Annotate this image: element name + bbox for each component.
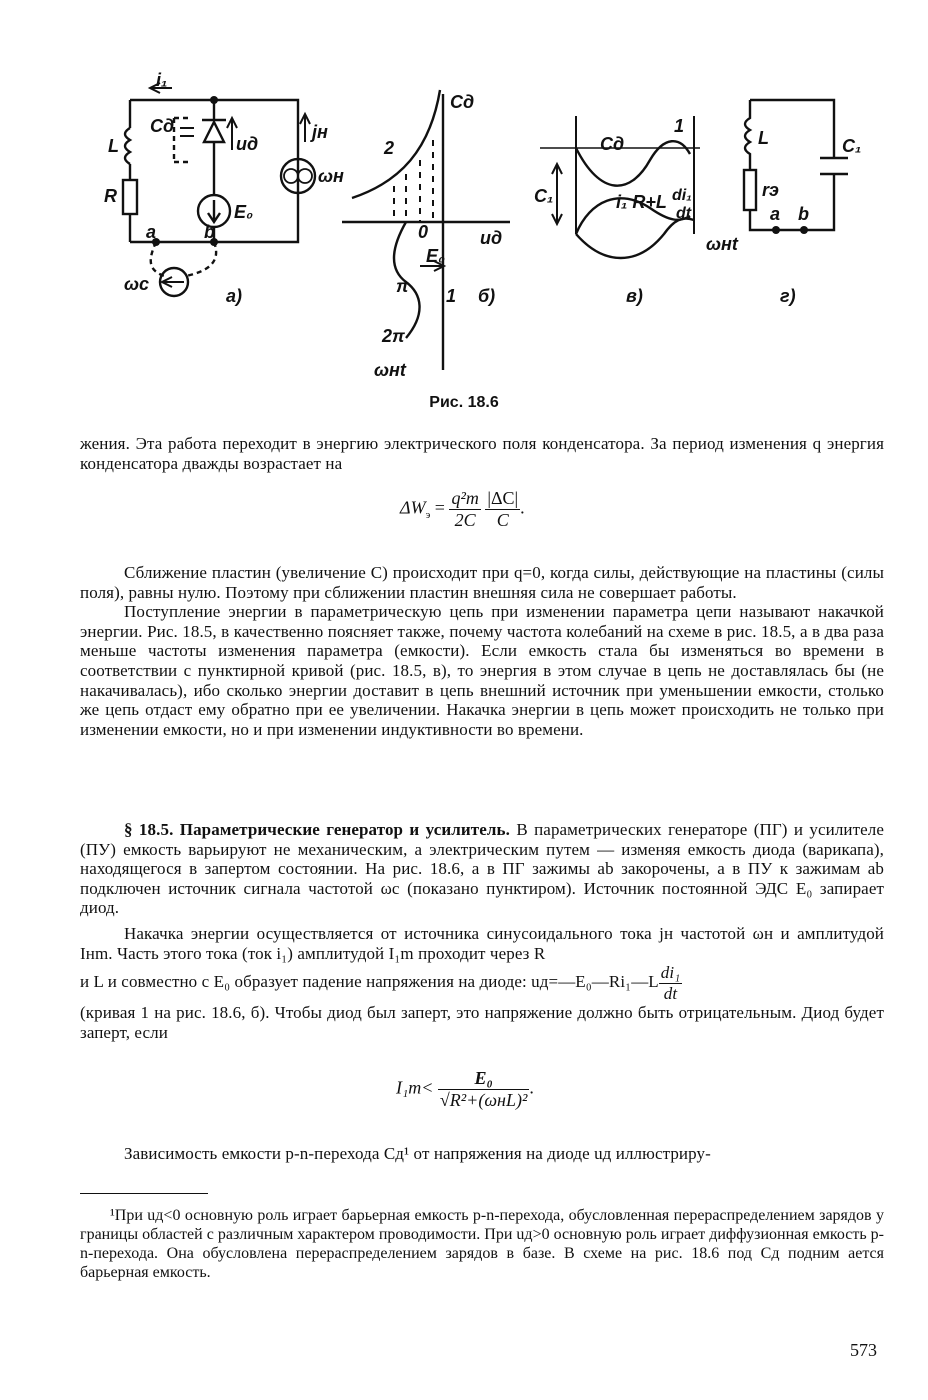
- formula2-end: .: [529, 1077, 534, 1098]
- label-v-tag: в): [626, 286, 643, 306]
- label-b-Cd: Cд: [450, 92, 475, 112]
- paragraph-5b-den: dt: [663, 983, 678, 1003]
- label-b-pi: π: [396, 276, 409, 296]
- label-a-b: b: [204, 222, 215, 242]
- label-a-Cd: Cд: [150, 116, 175, 136]
- label-b-two-pi: 2π: [382, 326, 405, 346]
- label-b-two: 2: [384, 138, 395, 158]
- label-v-didt-num: di₁: [672, 187, 692, 204]
- formula1-num1: q²m: [451, 488, 479, 508]
- label-v-i1: i₁ R+L: [616, 192, 667, 212]
- footnote-rule: [80, 1193, 208, 1194]
- formula2-num: E₀: [438, 1068, 529, 1090]
- label-a-ud: uд: [236, 134, 259, 154]
- paragraph-1-text: жения. Эта работа переходит в энергию электрического поля конденсатора. За период изменения q энергия конденсатора дважды возрастает на: [80, 434, 884, 473]
- paragraph-5b-frac: [659, 963, 682, 1003]
- formula1-num2: |ΔC|: [487, 488, 519, 508]
- label-b-tag: б): [478, 286, 496, 306]
- label-g-a: a: [770, 204, 781, 224]
- formula2-frac: [438, 1068, 529, 1111]
- formula1-lhs-sub: э: [425, 509, 431, 522]
- label-g-L: L: [758, 128, 769, 148]
- diode-symbol: [204, 122, 224, 142]
- label-b-E0: E₀: [426, 246, 446, 266]
- paragraph-6-text: Зависимость емкости p-n-перехода Cд¹ от напряжения на диоде uд иллюстриру-: [124, 1144, 711, 1163]
- figure-caption: Рис. 18.6: [429, 394, 499, 411]
- label-g-rz: rэ: [762, 180, 779, 200]
- paragraph-5b-text: и L и совместно с E₀ образует падение напряжения на диоде: uд=—E₀—Ri₁—L: [80, 972, 659, 992]
- footnote-text: ¹При uд<0 основную роль играет барьерная емкость p-n-перехода, обусловленная перераспределением зарядов у границы областей с различным характером проводимости. При uд>0 основную роль играет диффузионная емкость p-n-перехода. Она обусловлена перераспределением зарядов в базе. В схеме на рис. 18.6 под Cд подним ается барьерная емкость.: [80, 1207, 884, 1281]
- capacitor-g-symbol: [820, 158, 848, 174]
- formula-energy: [400, 488, 525, 531]
- resistor-symbol: [123, 180, 137, 214]
- label-b-zero: 0: [418, 222, 429, 242]
- label-a-L: L: [108, 136, 119, 156]
- label-v-wnt: ωнt: [706, 234, 738, 254]
- label-a-R: R: [104, 186, 117, 206]
- paragraph-1: [80, 434, 884, 473]
- label-v-C1: C₁: [534, 186, 554, 206]
- label-a-wc: ωc: [124, 274, 150, 294]
- inductor-symbol: [125, 128, 130, 164]
- formula1-frac2: [485, 488, 520, 531]
- paragraph-4-text: В параметрических генераторе (ПГ) и усилителе (ПУ) емкость варьируют не механическим, а электрическим путем — изменяя емкость диода (варикапа), находящегося в запертом состоянии. На рис. 18.6, а в ПГ зажимы ab закорочены, а в ПУ к зажимам ab подключен источник сигнала частотой ωс (показано пунктиром). Источник постоянной ЭДС E₀ запирает диод.: [80, 820, 885, 918]
- label-a-tag: a): [226, 286, 243, 306]
- formula2-lhs: I₁m<: [396, 1077, 434, 1098]
- formula1-eq: =: [434, 497, 445, 518]
- formula1-frac1: [449, 488, 480, 531]
- label-a-jn: jн: [312, 122, 328, 142]
- formula-locked-condition: [396, 1068, 534, 1111]
- label-g-tag: г): [780, 286, 796, 306]
- label-a-i1: i₁: [156, 70, 168, 90]
- formula1-end: .: [520, 497, 525, 518]
- label-a-wn: ωн: [318, 166, 344, 186]
- section-18-5: [80, 820, 884, 1043]
- label-b-one: 1: [446, 286, 457, 306]
- paragraph-5b: [80, 963, 884, 1003]
- resistor-g-symbol: [744, 170, 756, 210]
- formula1-lhs: ΔW: [400, 497, 426, 518]
- label-b-ud: uд: [480, 228, 503, 248]
- paragraph-2-text: Сближение пластин (увеличение C) происходит при q=0, когда силы, действующие на пластины (силы поля), равны нулю. Поэтому при сближении пластин внешняя сила не совершает работы.: [80, 563, 884, 602]
- section-title: § 18.5. Параметрические генератор и усилитель.: [124, 820, 510, 839]
- circuit-g-frame: [750, 100, 834, 230]
- label-g-C1: C₁: [842, 136, 862, 156]
- formula1-den2: C: [496, 510, 509, 530]
- paragraph-2-3: [80, 563, 884, 739]
- page-number: 573: [850, 1340, 877, 1360]
- label-a-E0: E₀: [234, 202, 254, 222]
- label-v-one: 1: [674, 116, 685, 136]
- footnote: [80, 1206, 884, 1282]
- formula1-den1: 2C: [454, 510, 476, 530]
- waveform-wnt: [576, 219, 694, 258]
- figure-18-6: [90, 70, 862, 390]
- paragraph-5c-text: (кривая 1 на рис. 18.6, б). Чтобы диод был заперт, это напряжение должно быть отрицательным. Диод будет заперт, если: [80, 1003, 884, 1042]
- capacitance-curve-2: [352, 90, 440, 198]
- paragraph-6: [80, 1144, 884, 1164]
- label-v-didt-den: dt: [676, 205, 692, 222]
- paragraph-5a-text: Накачка энергии осуществляется от источника синусоидального тока jн частотой ωн и амплитудой Iнm. Часть этого тока (ток i₁) амплитудой I₁m проходит через R: [80, 923, 884, 963]
- paragraph-5b-num: di₁: [660, 963, 681, 983]
- label-b-wnt: ωнt: [374, 360, 406, 380]
- label-g-b: b: [798, 204, 809, 224]
- paragraph-3-text: Поступление энергии в параметрическую цепь при изменении параметра цепи называют накачкой энергии. Рис. 18.5, в качественно поясняет также, почему частота колебаний на схеме в рис. 18.5, а в два раза меньше частоты изменения параметра (емкости). Если емкость стала бы изменяться во времени в соответствии с пунктирной кривой (рис. 18.5, в), то энергия в этом случае в цепь не доставлялась бы (не накачивалась), ибо сколько энергии доставит в цепь внешний источник при уменьшении емкости, столько же цепь отдаст ему обратно при ее увеличении. Накачка энергии в цепь может происходить не только при изменении емкости, но и при изменении индуктивности во времени.: [80, 602, 884, 739]
- formula2-den: √R²+(ωнL)²: [439, 1090, 528, 1110]
- label-a-a: a: [146, 222, 157, 242]
- label-v-Cd: Cд: [600, 134, 625, 154]
